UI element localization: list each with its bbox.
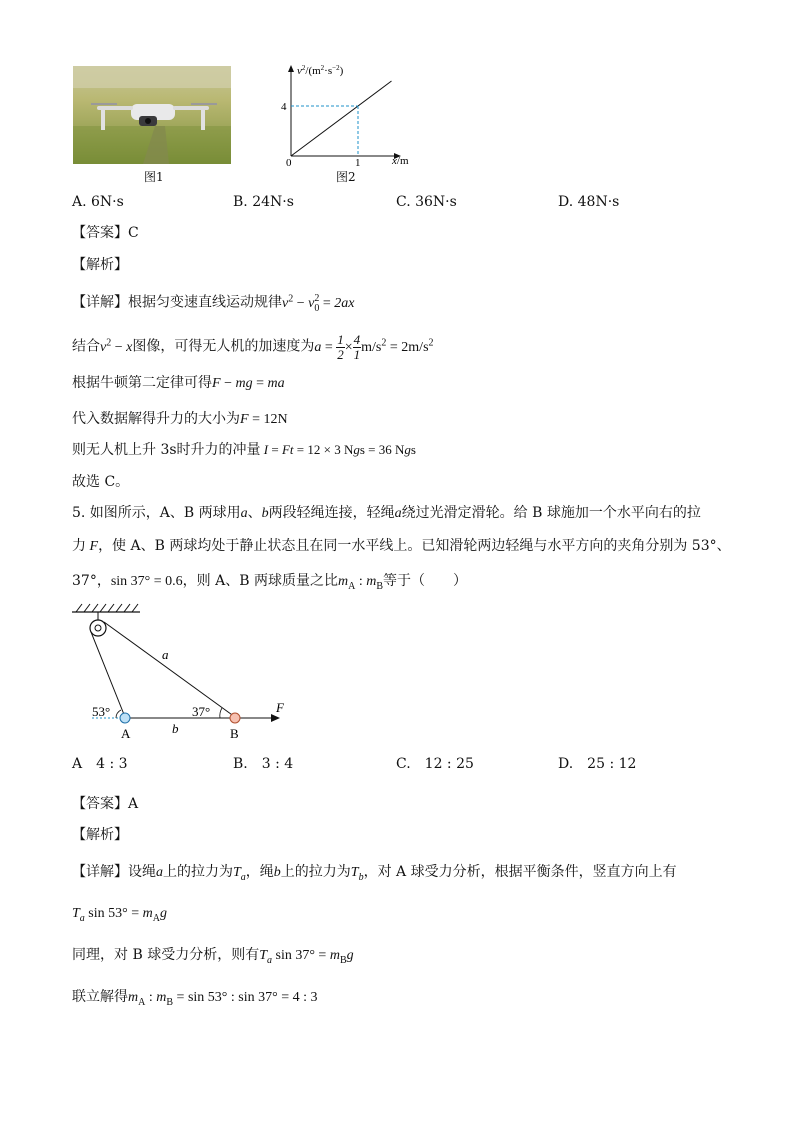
q4-detail-line2: 结合$v^2 - x$图像，可得无人机的加速度为a = $\frac{1}{2}$ × $\frac{4}{1}$ $m/s^2 = 2m/s^2$ <box>72 332 434 362</box>
q5-detail-line3: 同理，对 B 球受力分析，则有$T_a$ $\sin 37^\circ = m_Bg$ <box>72 947 354 966</box>
detail-text: 根据匀变速直线运动规律 <box>128 294 282 311</box>
q5-detail-line4: 联立解得$m_A$ : $m_B = \sin 53^\circ$ : sin 37° = 4 : 3 <box>72 989 318 1008</box>
answer-value: C <box>128 225 139 241</box>
formula-kinematics: $v^2 - v_0^2 = 2ax$ <box>282 293 355 314</box>
q5-detail-line1: 【详解】设绳a上的拉力为$T_a$，绳b上的拉力为$T_b$，对 A 球受力分析，根据平衡条件，竖直方向上有 <box>72 864 677 883</box>
angle-37: 37° <box>192 704 211 719</box>
q5-option-d: D. 25 : 12 <box>558 756 637 772</box>
rope-a-right <box>104 622 235 717</box>
figure2-caption: 图2 <box>336 170 356 184</box>
data-line <box>291 81 392 156</box>
label-F: F <box>276 700 284 715</box>
answer-tag: 【答案】 <box>72 796 128 812</box>
q5-stem-line3: 37°，sin 37° = 0.6，则 A、B 两球质量之比$m_A$ : $m_B$等于（ ） <box>72 573 468 592</box>
detail-tag: 【详解】 <box>72 294 128 311</box>
label-B: B <box>230 726 239 741</box>
figure3-pulley-diagram <box>70 600 300 745</box>
formula-mass-ratio: $m_A$ : $m_B$ <box>337 574 384 592</box>
q4-option-b: B. 24N·s <box>233 194 294 210</box>
q4-detail-line1 <box>72 289 354 318</box>
q4-analysis-tag: 【解析】 <box>72 257 128 273</box>
q5-stem-line1: 5. 如图所示，A、B 两球用a、b两段轻绳连接，轻绳a绕过光滑定滑轮。给 B 球施加一个水平向右的拉 <box>72 505 701 521</box>
formula-v2-x: $v^2 - x$ <box>100 337 133 355</box>
q5-option-c: C. 12 : 25 <box>396 756 474 772</box>
answer-tag: 【答案】 <box>72 225 128 241</box>
q5-formula-a: $T_a$ $\sin 53^\circ = m_Ag$ <box>72 906 167 924</box>
q5-analysis-tag: 【解析】 <box>72 827 128 843</box>
q5-answer <box>72 794 138 814</box>
formula-newton: F − mg = ma <box>212 376 285 391</box>
q5-option-a: A 4 : 3 <box>72 756 128 772</box>
answer-value: A <box>128 796 139 812</box>
q5-option-b: B. 3 : 4 <box>233 756 294 772</box>
angle-53: 53° <box>92 704 111 719</box>
ball-b <box>230 713 240 723</box>
y-axis-label: $v^2/(m^2\cdot s^{-2})$ <box>297 64 344 77</box>
q4-option-d: D. 48N·s <box>558 194 620 210</box>
figure2-graph <box>276 58 426 170</box>
formula-lift: F = 12N <box>240 412 288 427</box>
label-a: a <box>162 647 169 662</box>
q4-option-c: C. 36N·s <box>396 194 457 210</box>
formula-acceleration: a = $\frac{1}{2}$ × $\frac{4}{1}$ $m/s^2 = 2m/s^2$ <box>314 332 434 362</box>
q4-detail-line4: 代入数据解得升力的大小为F = 12N <box>72 411 288 427</box>
q5-stem-line2: 力 F，使 A、B 两球均处于静止状态且在同一水平线上。已知滑轮两边轻绳与水平方向的夹角分别为 53°、 <box>72 538 731 554</box>
label-b: b <box>172 721 179 736</box>
q4-conclusion: 故选 C。 <box>72 474 130 490</box>
q4-answer <box>72 223 139 243</box>
figure1-caption: 图1 <box>144 170 164 184</box>
formula-impulse: I = Ft = 12 × 3 Ngs = 36 Ngs <box>260 442 416 457</box>
q4-option-a: A. 6N·s <box>72 194 124 210</box>
q4-detail-line3: 根据牛顿第二定律可得F − mg = ma <box>72 375 285 391</box>
label-A: A <box>121 726 131 741</box>
figure1-drone-photo <box>73 66 231 164</box>
x-tick-label: 1 <box>355 157 361 169</box>
q4-detail-line5: 则无人机上升 3s时升力的冲量 I = Ft = 12 × 3 Ngs = 36 Ngs <box>72 442 416 458</box>
x-axis-label: x/m <box>392 155 409 167</box>
y-tick-label: 4 <box>281 101 287 113</box>
formula-sin37: sin 37° = 0.6 <box>110 574 183 589</box>
origin-label: 0 <box>286 157 292 169</box>
ball-a <box>120 713 130 723</box>
